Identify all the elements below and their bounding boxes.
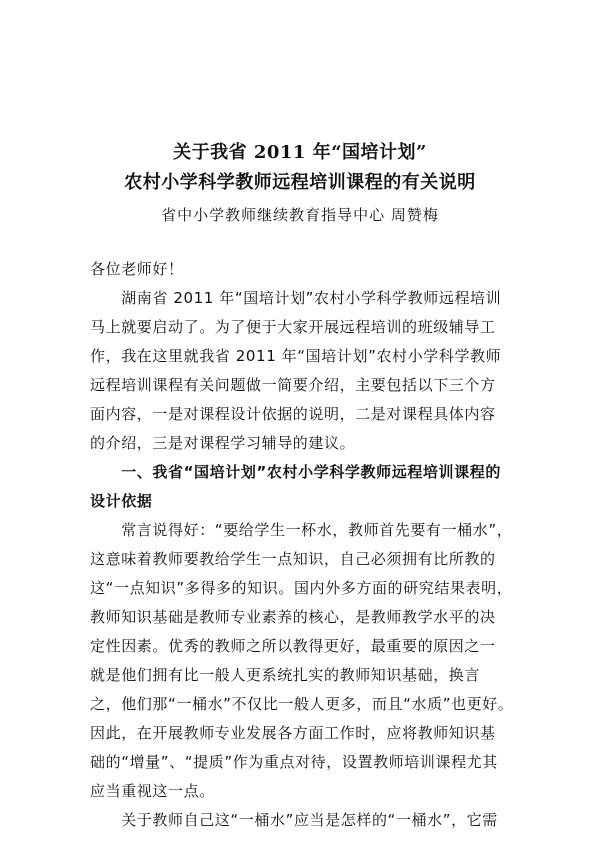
paragraph-line: 应当重视这一点。	[90, 782, 215, 800]
paragraph-line: 远程培训课程有关问题做一简要介绍，主要包括以下三个方	[90, 376, 496, 394]
document-title-line-1: 关于我省 2011 年“国培计划”	[173, 142, 427, 163]
paragraph-line: 因此，在开展教师专业发展各方面工作时，应将教师知识基	[90, 724, 496, 742]
paragraph-line: 面内容，一是对课程设计依据的说明，二是对课程具体内容	[90, 405, 496, 423]
paragraph-line: 马上就要启动了。为了便于大家开展远程培训的班级辅导工	[90, 318, 496, 336]
paragraph-line: 这意味着教师要教给学生一点知识，自己必须拥有比所教的	[90, 550, 496, 568]
paragraph-line: 关于教师自己这“一桶水”应当是怎样的“一桶水”，它需	[90, 811, 498, 829]
section-heading-line: 一、我省“国培计划”农村小学科学教师远程培训课程的	[90, 463, 501, 481]
section-heading-line: 设计依据	[90, 492, 153, 510]
paragraph-line: 定性因素。优秀的教师之所以教得更好，最重要的原因之一	[90, 637, 496, 655]
paragraph-line: 湖南省 2011 年“国培计划”农村小学科学教师远程培训	[90, 289, 502, 307]
greeting-line: 各位老师好！	[90, 260, 184, 278]
paragraph-line: 教师知识基础是教师专业素养的核心，是教师教学水平的决	[90, 608, 496, 626]
paragraph-line: 就是他们拥有比一般人更系统扎实的教师知识基础，换言	[90, 666, 481, 684]
paragraph-line: 作，我在这里就我省 2011 年“国培计划”农村小学科学教师	[90, 347, 502, 365]
paragraph-line: 的介绍，三是对课程学习辅导的建议。	[90, 434, 356, 452]
paragraph-line: 常言说得好：“要给学生一杯水，教师首先要有一桶水”，	[90, 521, 513, 539]
paragraph-line: 这“一点知识”多得多的知识。国内外多方面的研究结果表明，	[90, 579, 513, 597]
document-header	[60, 138, 540, 228]
paragraph-line: 础的“增量”、“提质”作为重点对待，设置教师培训课程尤其	[90, 753, 498, 771]
document-body	[90, 255, 514, 835]
document-title-line-2: 农村小学科学教师远程培训课程的有关说明	[124, 172, 476, 193]
document-author: 省中小学教师继续教育指导中心 周赞梅	[161, 206, 439, 224]
paragraph-line: 之，他们那“一桶水”不仅比一般人更多，而且“水质”也更好。	[90, 695, 514, 713]
